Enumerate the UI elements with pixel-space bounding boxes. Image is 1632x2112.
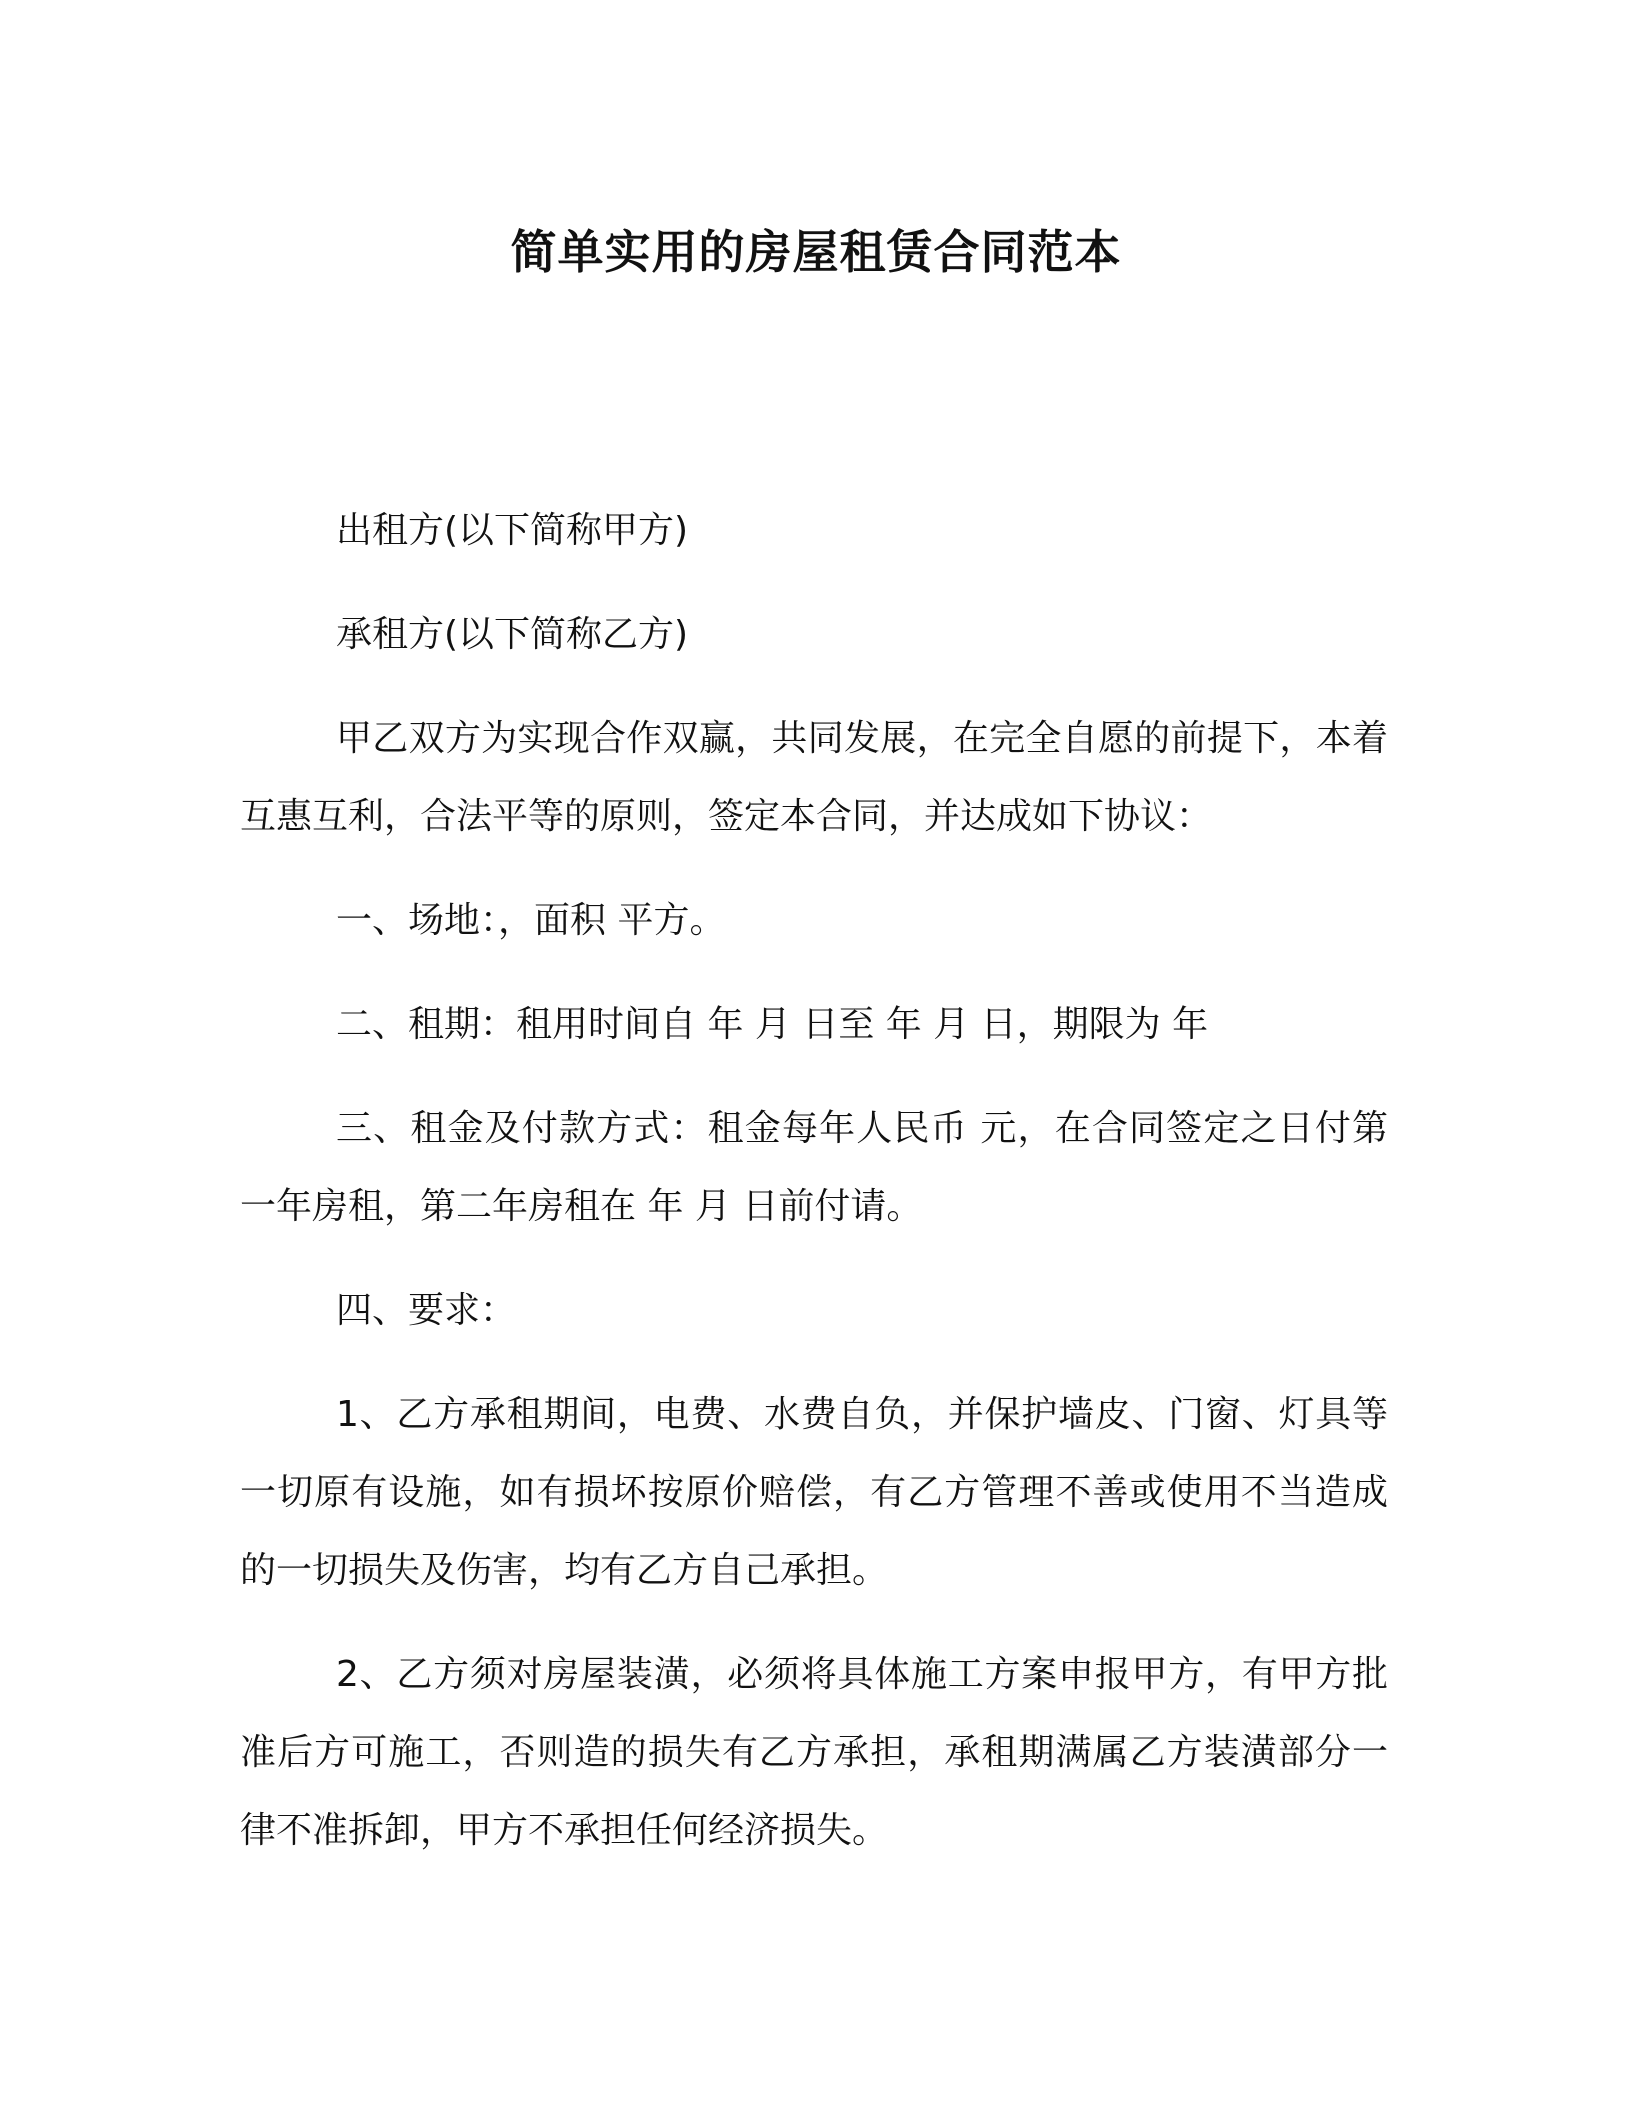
document-title: 简单实用的房屋租赁合同范本 (510, 225, 1122, 279)
party-a-line: 出租方(以下简称甲方) (336, 510, 689, 551)
clause-3-rent-payment: 三、租金及付款方式：租金每年人民币 元，在合同签定之日付第一年房租，第二年房租在 年 月 日前付请。 (240, 1108, 1388, 1227)
clause-2-term: 二、租期：租用时间自 年 月 日至 年 月 日，期限为 年 (336, 1004, 1209, 1045)
requirement-2: 2、乙方须对房屋装潢，必须将具体施工方案申报甲方，有甲方批准后方可施工，否则造的损失有乙方承担，承租期满属乙方装潢部分一律不准拆卸，甲方不承担任何经济损失。 (240, 1654, 1388, 1851)
requirement-1: 1、乙方承租期间，电费、水费自负，并保护墙皮、门窗、灯具等一切原有设施，如有损坏按原价赔偿，有乙方管理不善或使用不当造成的一切损失及伤害，均有乙方自己承担。 (240, 1394, 1388, 1591)
clause-4-requirements: 四、要求： (336, 1290, 517, 1331)
party-b-line: 承租方(以下简称乙方) (336, 614, 689, 655)
preamble-paragraph: 甲乙双方为实现合作双赢，共同发展，在完全自愿的前提下，本着互惠互利，合法平等的原则，签定本合同，并达成如下协议： (240, 718, 1388, 837)
document-body (240, 492, 1388, 1896)
clause-1-premises: 一、场地：，面积 平方。 (336, 900, 726, 941)
